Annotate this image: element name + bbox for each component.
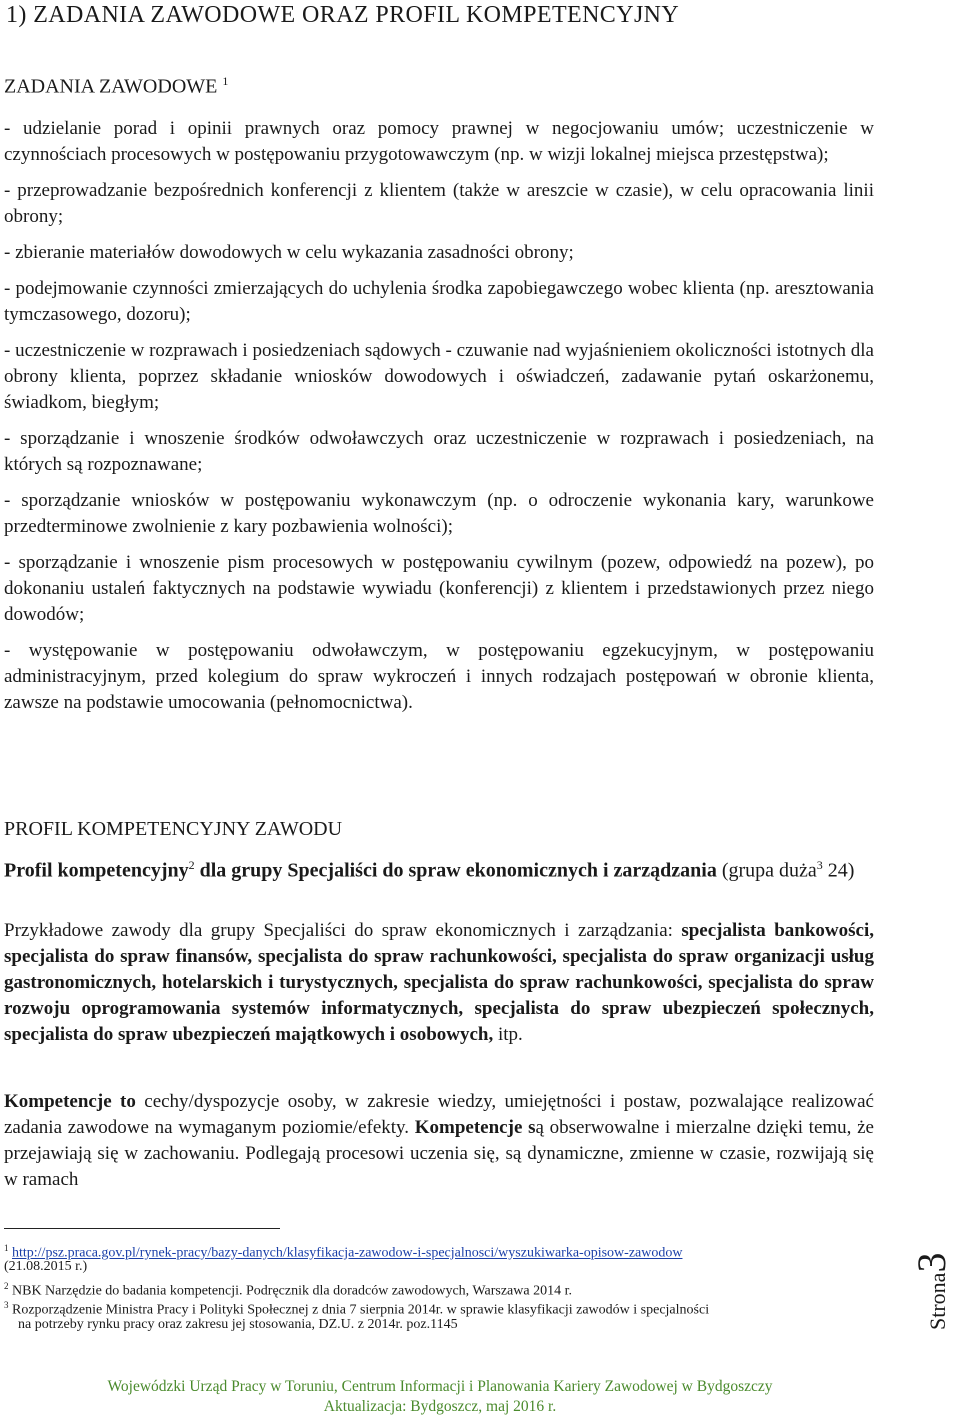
profile-examples xyxy=(4,918,874,1048)
competence-term-2: Kompetencje s xyxy=(414,1117,536,1138)
section-title-text: ZADANIA ZAWODOWE xyxy=(4,75,218,98)
competence-text-1: cechy/dyspozycje osoby, w zakresie wiedzy, umiejętności i postaw, pozwalające realizować zadania zawodowe na wymaganym poziomie/efekty. xyxy=(4,1091,874,1138)
footnote-ref-2: 2 xyxy=(188,858,195,872)
section-title-tasks xyxy=(4,74,228,99)
page-number-label xyxy=(909,1252,954,1330)
task-item: - uczestniczenie w rozprawach i posiedzeniach sądowych - czuwanie nad wyjaśnieniem okoliczności istotnych dla obrony klienta, poprzez składanie wniosków dowodowych i oświadczeń, zadawanie pytań oskarżonemu, świadkom, biegłym; xyxy=(4,340,874,413)
footnote-number: 3 xyxy=(4,1300,9,1310)
task-item: - przeprowadzanie bezpośrednich konferencji z klientem (także w areszcie w czasie), w celu opracowania linii obrony; xyxy=(4,180,874,227)
task-item: - podejmowanie czynności zmierzających do uchylenia środka zapobiegawczego wobec klienta (np. aresztowania tymczasowego, dozoru); xyxy=(4,278,874,325)
footnote-ref-1: 1 xyxy=(222,74,229,88)
chapter-heading: 1) ZADANIA ZAWODOWE ORAZ PROFIL KOMPETENCYJNY xyxy=(6,2,680,28)
footnote-text: NBK Narzędzie do badania kompetencji. Podręcznik dla doradców zawodowych, Warszawa 2014 r. xyxy=(12,1283,572,1299)
task-item: - sporządzanie i wnoszenie środków odwoławczych oraz uczestniczenie w rozprawach i posiedzeniach, na których są rozpoznawane; xyxy=(4,428,874,475)
task-item: - sporządzanie wniosków w postępowaniu wykonawczym (np. o odroczenie wykonania kary, warunkowe przedterminowe zwolnienie z kary pozbawienia wolności); xyxy=(4,490,874,537)
profile-group-name: dla grupy Specjaliści do spraw ekonomicznych i zarządzania xyxy=(194,859,717,882)
profile-group-code: 24) xyxy=(822,859,855,882)
footnote-divider xyxy=(4,1228,280,1229)
footnote-number: 1 xyxy=(4,1243,9,1253)
footnote-text: Rozporządzenie Ministra Pracy i Polityki Społecznej z dnia 7 sierpnia 2014r. w sprawie klasyfikacji zawodów i specjalności xyxy=(12,1302,710,1318)
footnote-3-cont: na potrzeby rynku pracy oraz zakresu jej stosowania, DZ.U. z 2014r. poz.1145 xyxy=(18,1317,458,1332)
footnote-link[interactable]: http://psz.praca.gov.pl/rynek-pracy/bazy-danych/klasyfikacja-zawodow-i-specjalnosci/wyszukiwarka-opisow-zawodow xyxy=(12,1245,683,1261)
task-item: - udzielanie porad i opinii prawnych oraz pomocy prawnej w negocjowaniu umów; uczestniczenie w czynnościach procesowych w postępowaniu przygotowawczym (np. w wizji lokalnej miejsca przestępstwa); xyxy=(4,118,874,165)
task-item: - sporządzanie i wnoszenie pism procesowych w postępowaniu cywilnym (pozew, odpowiedź na pozew), po dokonaniu ustaleń faktycznych na podstawie wywiadu (konferencji) z klientem i przedstawionych przez niego dowodów; xyxy=(4,552,874,625)
footnote-number: 2 xyxy=(4,1281,9,1291)
page-number: 3 xyxy=(909,1252,954,1273)
section-title-profile: PROFIL KOMPETENCYJNY ZAWODU xyxy=(4,818,343,840)
profile-group-heading xyxy=(4,852,874,884)
footer-update: Aktualizacja: Bydgoszcz, maj 2016 r. xyxy=(323,1398,557,1415)
profile-label: Profil kompetencyjny xyxy=(4,859,189,882)
competence-definition xyxy=(4,1089,874,1193)
examples-tail: itp. xyxy=(493,1024,523,1045)
competence-term-1: Kompetencje to xyxy=(4,1091,136,1112)
tasks-list xyxy=(4,116,874,716)
footnote-ref-3: 3 xyxy=(816,858,823,872)
competence-text-2: ą obserwowalne i mierzalne dzięki temu, że przejawiają się w zachowaniu. Podlegają procesowi uczenia się, są dynamiczne, zmienne w czasie, rozwijają się w ramach xyxy=(4,1117,874,1190)
profile-group-size: (grupa duża xyxy=(716,859,817,882)
examples-intro: Przykładowe zawody dla grupy Specjaliści do spraw ekonomicznych i zarządzania: xyxy=(4,920,682,941)
footer-institution: Wojewódzki Urząd Pracy w Toruniu, Centrum Informacji i Planowania Kariery Zawodowej w Bydgoszczy xyxy=(107,1378,773,1395)
footnote-1-date: (21.08.2015 r.) xyxy=(4,1259,88,1274)
task-item: - zbieranie materiałów dowodowych w celu wykazania zasadności obrony; xyxy=(4,242,574,263)
examples-list: specjalista bankowości, specjalista do spraw finansów, specjalista do spraw rachunkowości, specjalista do spraw organizacji usług gastronomicznych, hotelarskich i turystycznych, specjalista do spraw rachunkowości, specjalista do spraw rozwoju oprogramowania systemów informatycznych, specjalista do spraw ubezpieczeń społecznych, specjalista do spraw ubezpieczeń majątkowych i osobowych, xyxy=(4,920,874,1045)
page-label: Strona xyxy=(925,1272,950,1330)
task-item: - występowanie w postępowaniu odwoławczym, w postępowaniu egzekucyjnym, w postępowaniu administracyjnym, przed kolegium do spraw wykroczeń i innych rodzajach postępowań w obronie klienta, zawsze na podstawie umocowania (pełnomocnictwa). xyxy=(4,640,874,713)
